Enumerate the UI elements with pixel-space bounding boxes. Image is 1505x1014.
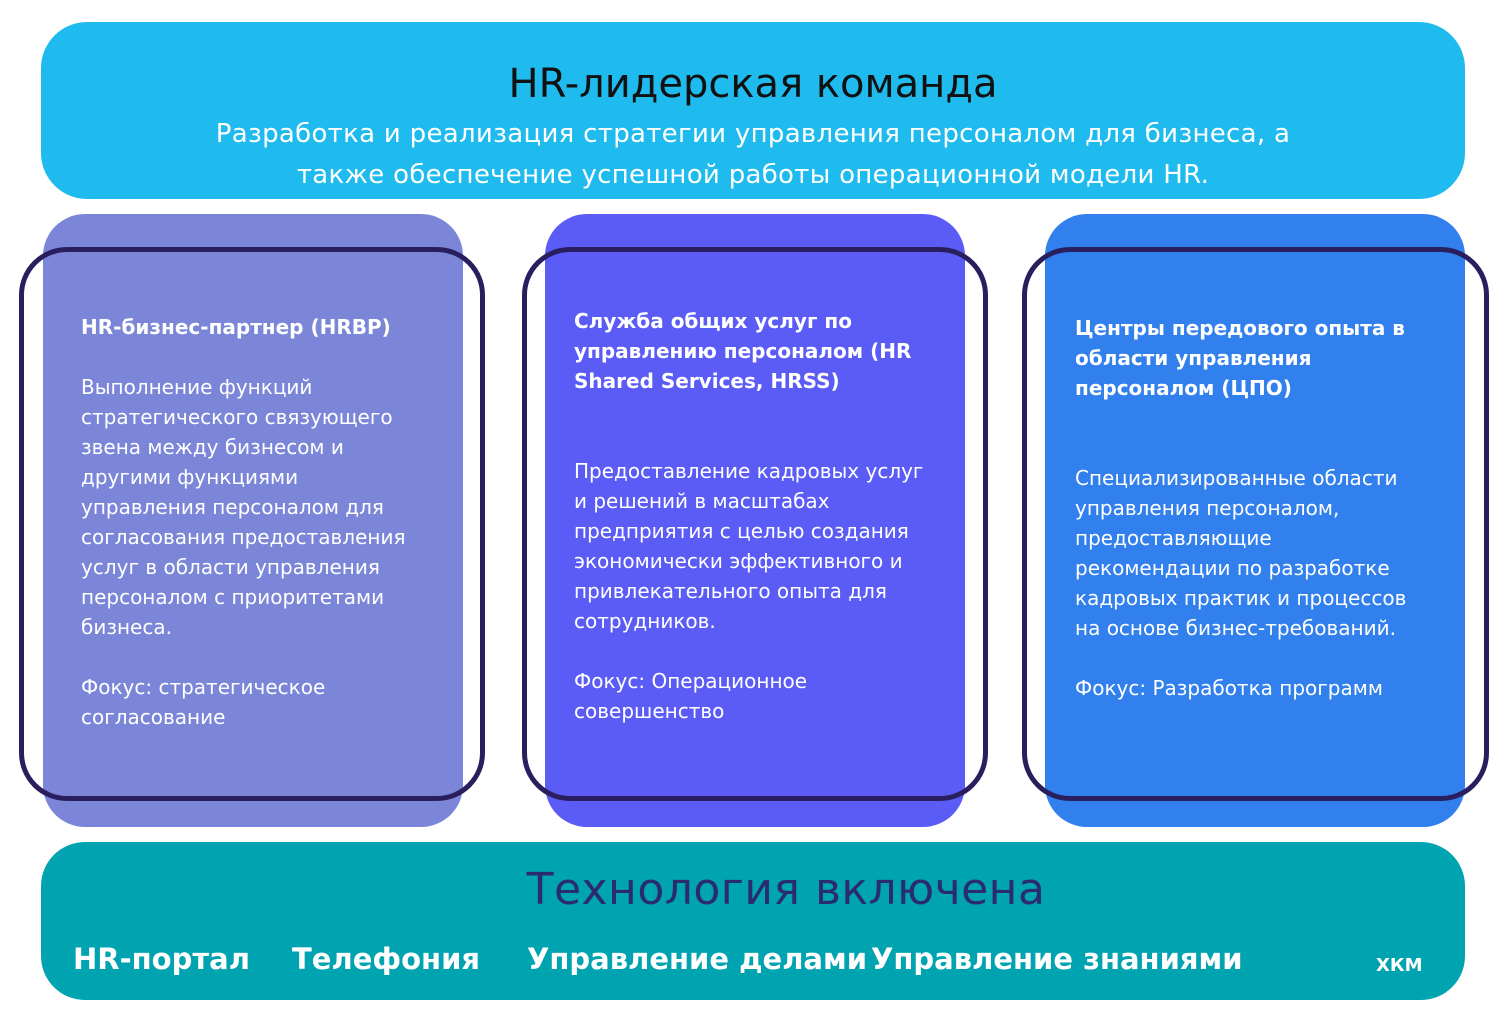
- hrss-focus-line: совершенство: [574, 699, 725, 723]
- tech-item-case-management: Управление делами: [527, 942, 868, 976]
- hrbp-description-line: стратегического связующего: [81, 405, 393, 429]
- tech-item-knowledge-management: Управление знаниями: [871, 942, 1243, 976]
- leadership-subtitle: [41, 114, 1465, 196]
- coe-heading-line: Центры передового опыта в: [1075, 316, 1405, 340]
- coe-description-line: рекомендации по разработке: [1075, 556, 1390, 580]
- coe-description-line: на основе бизнес-требований.: [1075, 616, 1396, 640]
- coe-description-line: Специализированные области: [1075, 466, 1398, 490]
- hrbp-column-text: [81, 312, 406, 732]
- tech-item-hcm: ХКМ: [1376, 955, 1423, 976]
- coe-description-line: кадровых практик и процессов: [1075, 586, 1407, 610]
- hrbp-description-line: Выполнение функций: [81, 375, 313, 399]
- leadership-subtitle-line: также обеспечение успешной работы операционной модели HR.: [296, 160, 1210, 190]
- hrss-focus-line: Фокус: Операционное: [574, 669, 808, 693]
- hrbp-description-line: звена между бизнесом и: [81, 435, 344, 459]
- hrss-description-line: привлекательного опыта для: [574, 579, 887, 603]
- technology-title: Технология включена: [526, 864, 1046, 915]
- technology-banner: [41, 842, 1465, 1000]
- hrss-heading-line: управлению персоналом (HR: [574, 339, 912, 363]
- hrss-heading-line: Служба общих услуг по: [574, 309, 852, 333]
- coe-description-line: управления персоналом,: [1075, 496, 1340, 520]
- coe-column-text: [1075, 313, 1406, 703]
- coe-description-line: предоставляющие: [1075, 526, 1272, 550]
- coe-heading-line: персоналом (ЦПО): [1075, 376, 1292, 400]
- hrbp-focus-line: согласование: [81, 705, 226, 729]
- hrss-description-line: и решений в масштабах: [574, 489, 830, 513]
- hrbp-focus-line: Фокус: стратегическое: [81, 675, 326, 699]
- hrss-description-line: экономически эффективного и: [574, 549, 903, 573]
- leadership-subtitle-line: Разработка и реализация стратегии управления персоналом для бизнеса, а: [215, 119, 1291, 149]
- coe-focus-line: Фокус: Разработка программ: [1075, 676, 1383, 700]
- hrbp-description-line: другими функциями: [81, 465, 299, 489]
- hrbp-description-line: согласования предоставления: [81, 525, 406, 549]
- hrbp-description-line: персоналом с приоритетами: [81, 585, 385, 609]
- coe-heading-line: области управления: [1075, 346, 1312, 370]
- hrss-heading-line: Shared Services, HRSS): [574, 369, 840, 393]
- hrbp-description-line: управления персоналом для: [81, 495, 384, 519]
- hrss-description-line: Предоставление кадровых услуг: [574, 459, 924, 483]
- tech-item-hr-portal: HR-портал: [73, 942, 250, 976]
- hrss-column-text: [574, 306, 923, 726]
- leadership-title: HR-лидерская команда: [508, 61, 998, 107]
- hr-leadership-banner: [41, 22, 1465, 199]
- hrbp-heading: HR-бизнес-партнер (HRBP): [81, 315, 391, 339]
- tech-item-telephony: Телефония: [292, 942, 481, 976]
- hrss-description-line: предприятия с целью создания: [574, 519, 909, 543]
- hrbp-description-line: бизнеса.: [81, 615, 172, 639]
- hrss-description-line: сотрудников.: [574, 609, 716, 633]
- hrbp-description-line: услуг в области управления: [81, 555, 380, 579]
